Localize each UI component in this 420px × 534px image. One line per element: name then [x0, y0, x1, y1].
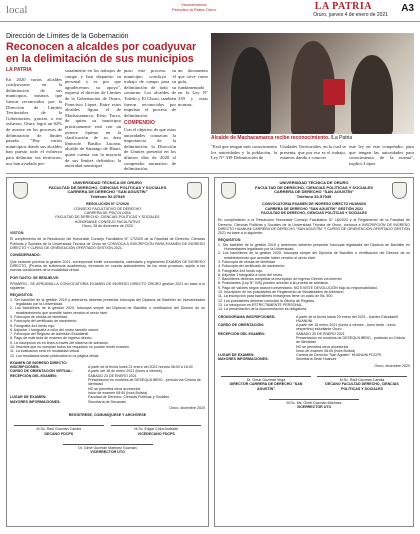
schedule-value: A partir de la fecha hasta 29 enero del 2021 - Kardex Estudiantil HUANUNI — [296, 314, 398, 323]
schedule-key: LUGAR DE EXAMEN: — [218, 353, 255, 358]
signer-title: DECANO FACULTAD DERECHO, CIENCIAS POLÍTICAS Y SOCIALES — [325, 382, 399, 391]
list-item: 7. Bachilleres deberán completar la inscripción de Ingreso Directo vía internet. — [218, 277, 343, 282]
closing-date: Oruro, diciembre 2020 — [374, 363, 410, 368]
photo-person-right — [351, 55, 393, 134]
signer-title: VICEDECANO FDCPS — [137, 431, 175, 436]
section-divider — [6, 173, 414, 174]
signer-name: M.Sc. Ms. Gimé Guzmán Martínez — [286, 400, 342, 405]
list-item: 5. Fotografía 4x4 fondo rojo. — [10, 323, 56, 328]
list-item: 1. Ser bachiller de la gestión 2019 y anteriores deberán presentar fotocopia legalizada del Diploma de Bachiller en Humanidades legalizado por la Universidad. — [218, 242, 410, 252]
header-ad[interactable] — [172, 2, 216, 12]
inst-line: UNIVERSIDAD TÉCNICA DE ORURO — [73, 180, 142, 185]
list-item: 10. Inscripción de los postulantes de Reglamento de Modalidades de Admisión. — [218, 290, 345, 295]
photo-plaque — [323, 79, 345, 105]
schedule-key: INSCRIPCIONES: — [10, 365, 40, 370]
inst-line: Teléfono 52-57949 — [90, 193, 125, 199]
schedule-table — [10, 361, 205, 404]
signer-title: VICERRECTOR UTO — [296, 405, 332, 410]
signature-block — [317, 376, 407, 391]
right-column-3: este ley en este compendio, para que tengan las autoridades para conocimiento de la norma", explicó López. — [349, 144, 414, 166]
inst-line: CARRERA DE DERECHO "SAN AGUSTÍN" — [67, 189, 148, 195]
newspaper-name: LA PATRIA — [314, 1, 372, 12]
signer-title: DIRECTOR CARRERA DE DERECHO "SAN AGUSTÍN" — [229, 382, 303, 391]
signature-row-2 — [10, 444, 205, 455]
schedule-value: Inicio de examen 08:00 (hora Bolivia) — [88, 390, 148, 395]
university-shield-icon — [13, 182, 28, 199]
right-column-1: "Está que tengan más conocimiento los autoridades y la población, la Ley N° 339 Delimitación de — [211, 144, 277, 161]
article-text-3b: Con el objetivo de que estas autoridades conozcan la importancia de la delimitación, la Dirección de Límites presentó en los últimos días de 2020 el compendio normativo de delimitación, — [124, 126, 176, 172]
resolution-subtitle — [10, 207, 205, 228]
schedule-value: Facultad de Derecho, Ciencias Políticas y Sociales — [88, 395, 170, 400]
list-item: 3. Fotocopia de cédula de identidad. — [10, 314, 68, 319]
ad-line-2: Periódico la Patria Oruro — [172, 7, 216, 12]
university-shield-icon — [221, 182, 236, 199]
inst-line: Teléfono 52-57949 — [296, 193, 332, 199]
schedule-value: Secretaría Sede Huanuni — [296, 357, 337, 362]
schedule-value: Inicio de examen 08:00 (hora Bolivia) — [296, 348, 356, 353]
res-sub-line: CONSEJO FACULTATIVO DE DERECHO — [73, 206, 142, 211]
requirements-label: REQUISITOS: — [10, 293, 34, 298]
list-item: 13. La inscripción es ESTRICTAMENTE PERSONAL. — [218, 302, 304, 307]
article-column-4 — [178, 68, 208, 107]
signature-row-2 — [218, 399, 410, 410]
schedule-key: LUGAR DE EXAMEN: — [10, 395, 47, 400]
inst-line: UNIVERSIDAD TÉCNICA DE ORURO — [279, 180, 349, 185]
list-item: 8. Pago de matrícula de examen de ingreso directo. — [10, 336, 93, 341]
page-header — [0, 0, 420, 22]
schedule-value: A partir del 18 de enero 2021 (lunes a viernes) — [88, 369, 162, 374]
article-dateline: LA PATRIA — [6, 67, 32, 73]
considerando-label: CONSIDERANDO: — [10, 253, 41, 258]
signature-block — [14, 425, 104, 436]
photo-caption — [211, 135, 352, 141]
conv-title-line: CONVOCATORIA EXAMEN DE INGRESO DIRECTO HUANUNI — [262, 202, 366, 207]
schedule-key: RECEPCIÓN DEL EXAMEN: — [10, 373, 58, 378]
schedule-key: CURSO DE ORIENTACIÓN: — [218, 323, 265, 328]
article-text-4: un documento que sirve como guía, fundamentado en la Ley N° 339 y otras normas. — [178, 68, 208, 107]
article-column-2 — [65, 68, 121, 169]
article-text-3: puso este proceso, su municipio concluyó el trabajo de campo para su delimitación de todo su contorno. Los alcaldes de Toledo y El Choro, también fueron reconocidos por impulsar el proceso de delimitación. — [124, 68, 176, 118]
schedule-table — [218, 315, 410, 362]
list-item: 7. Fotocopia del Registro de Admisión Estudiantil. — [10, 332, 90, 337]
schedule-key: CRONOGRAMA INSCRIPCIONES: — [218, 314, 276, 319]
right-column-2: Unidades Territoriales, en la cual se presenta, que por eso es el trabajo, estamos dando a conocer — [280, 144, 346, 161]
signature-row — [10, 425, 205, 436]
article-photo — [211, 33, 414, 134]
signature-row — [218, 376, 410, 391]
list-item: 11. La evaluación será en modalidad virtual. — [10, 349, 81, 354]
signature-block — [269, 399, 359, 410]
issue-date: Oruro, jueves 4 de enero de 2021 — [313, 12, 388, 18]
vistos-label: VISTOS: — [10, 231, 25, 236]
article-kicker: Dirección de Límites de la Gobernación — [6, 33, 129, 40]
list-item: 10. Inscritos que no cumplan todos los requisitos no podrán rendir examen. — [10, 344, 130, 349]
schedule-value: SÁBADO 30 DE ENERO 2021 — [296, 331, 345, 336]
schedule-value: Presentación en modelos de DESEQUILIBRIO - periodo vía Cédula de identidad — [88, 378, 201, 387]
schedule-value: SÁBADO 23 DE ENERO 2021 — [88, 373, 137, 378]
schedule-key: MAYORES INFORMACIONES: — [10, 399, 61, 404]
article-column-3 — [124, 68, 176, 172]
list-item: 9. Pago de valores según arancel universitario, NO EXISTE DEVOLUCIÓN bajo su responsabilidad. — [218, 285, 378, 290]
schedule-value: A partir de la fecha lunes 21 enero del 2021 horario 08:00 a 16:00 — [88, 365, 193, 370]
list-item: 12. Los resultados serán publicados en la página oficial. — [10, 353, 100, 358]
signer-name: Dr. Omar Guzmán Vega — [246, 378, 286, 383]
list-item: 9. La inscripción es en línea a través del sistema de admisión. — [10, 340, 109, 345]
signer-name: Dr. Gimé Guzmán Martínez Guzmán — [78, 446, 137, 451]
conv-sub-line: CARRERA DE DERECHO "SAN AGUSTÍN" GESTIÓN 2021 — [265, 206, 363, 211]
inst-line: CARRERA DE DERECHO "SAN AGUSTÍN" — [274, 189, 354, 195]
list-item: 4. Fotocopia del certificado de nacimiento. — [218, 264, 286, 269]
list-item: 2. Los bachilleres de la gestión 2020, fotocopia simple del Diploma de Bachiller o certificación del Director de su establecimiento que acredite haber vencido el sexto nivel. — [10, 306, 205, 315]
convocatoria-notice — [214, 177, 414, 527]
article-text-1: En 2020 varios alcaldes coadyuvaron en la delimitación de sus municipios, mismos que fueron reconocidos por la Dirección de Límites Territoriales de la Gobernación, gracias a ese esfuerzo, Oruro logró un 62% de avance en los procesos de delimitación de límites pasada. "Hay varios municipios donde sus alcaldes han puesto todo el esfuerzo para delimitar sus territorios, nos han ayudado per- — [6, 76, 62, 166]
closing-date: Oruro, diciembre 2020 — [169, 405, 205, 410]
ad-line-1: Vacunémonos — [181, 2, 207, 7]
signer-title: VICERRECTOR UTO — [90, 450, 125, 455]
considerando-text: Que estando próxima la gestión 2021, corresponde emitir convocatoria, calendario y reglamento EXAMEN DE INGRESO DIRECTO, (Prueba de suficiencia académica), formando en cuenta antecedentes de los otros procesos, sujeto a las nuevas condiciones de la modalidad virtual. — [10, 259, 205, 273]
list-item: 5. Fotografía 4x4 fondo rojo. — [218, 268, 264, 273]
schedule-key — [10, 378, 88, 387]
faculty-shield-icon — [392, 182, 407, 199]
schedule-value: Carrera de Derecho "San Agustín" HUANUNI FDCPS — [296, 353, 382, 358]
article-column-1 — [6, 68, 62, 166]
schedule-value: Secretaría de Decanato — [88, 399, 126, 404]
institution-header — [218, 181, 410, 199]
caption-text: Alcalde de Machacamarca recibe reconocimiento. — [211, 135, 330, 141]
res-sub-line: CARRERA DE PSICOLOGÍA — [84, 210, 131, 215]
resolution-title: RESOLUCIÓN N° 17/2020 — [86, 202, 129, 207]
list-item: 12. Los postulantes deberán consultar la Oficina de Registro. — [218, 298, 316, 303]
requirements-list — [218, 243, 410, 312]
list-item: 6. Adjuntar 1 fotografía a color del rostro tamaño carnet. — [10, 327, 100, 332]
res-sub-line: Oruro, 28 de diciembre de 2020 — [82, 223, 133, 228]
schedule-value: A partir del 18 enero 2021 (lunes a viernes - turno tarde - turno vespertino) estudiante Oruro — [296, 323, 396, 332]
inst-line: FACULTAD DE DERECHO, CIENCIAS POLÍTICAS Y SOCIALES — [48, 184, 167, 190]
schedule-key: MAYORES INFORMACIONES: — [218, 357, 269, 362]
schedule-key — [218, 336, 296, 345]
res-sub-line: FACULTAD DE DERECHO, CIENCIAS POLÍTICAS Y SOCIALES — [55, 215, 160, 220]
list-item: 2. Los bachilleres de la gestión 2020, fotocopia simple del Diploma de Bachiller o certificación del Director de su establecimiento que acredite haber vencido el sexto nivel. — [218, 251, 410, 260]
schedule-key: RECEPCIÓN DEL EXAMEN: — [218, 331, 266, 336]
article-text-2: sonalmente en los trabajos de campo y han dispuesto su personal y es por que agradecemos su apoyo", expresó el director de Límites de la Gobernación de Oruro, Francisco López. Entre estos alcaldes figura el de Machacamarca, Elvio Yucra, de quien su municipio prácticamente está con un avance óptimo en la clarificación de su área límitrofe. Basilio Lucana, alcalde de Santiago de Huari, quien cuenta con la mayoría de sus límites definidos; la autoridad municipal — [65, 68, 121, 169]
list-item: 6. Adjuntar 1 fotografía a color del rostro. — [218, 272, 284, 277]
resolve-label: POR TANTO: SE RESUELVE: — [10, 275, 60, 280]
article-subhead: COMPENDIO — [124, 120, 155, 127]
schedule-value: NO se permitirá otros accesorios — [296, 344, 349, 349]
requirements-label: REQUISITOS: — [218, 238, 242, 243]
resolve-text: PRIMERO.- SE APRUEBA LA CONVOCATORIA EXAMEN DE INGRESO DIRECTO ORURO gestión 2021 en base a lo siguiente: — [10, 281, 205, 291]
list-item: 14. La presentación de la documentación es obligatoria. — [218, 307, 308, 312]
signature-block — [221, 376, 311, 391]
photo-person-left — [231, 47, 271, 134]
signature-block — [111, 425, 201, 436]
resolution-notice — [6, 177, 209, 527]
signer-name: M.Sc. Raúl Guzmán Candia — [339, 378, 385, 383]
signature-block — [63, 444, 153, 455]
signer-name: M.Sc. Raúl Guzmán Candia — [36, 427, 82, 432]
schedule-key: CURSO DE ORIENTACIÓN VIRTUAL: — [10, 369, 73, 374]
convocatoria-intro: En cumplimiento a la Resolución Honorable Consejo Facultativo N° 18/2020 y al Reglamento de la Facultad de Derecho, Ciencias Políticas y Sociales de la Universidad Técnica de Oruro, convoca a INSCRIPCIÓN DE INGRESO DIRECTO HUANUNI CARRERA DE DERECHO "SAN AGUSTÍN" Y CURSO DE ORIENTACIÓN OFERTADO GESTIÓN 2021 en base a lo siguiente: — [218, 218, 410, 236]
res-sub-line: HONORABLE CONSEJO FACULTATIVO — [74, 219, 141, 224]
faculty-shield-icon — [187, 182, 202, 199]
schedule-value: NO se permitirá otros accesorios — [88, 386, 141, 391]
institution-header — [10, 181, 205, 199]
registration-line: REGÍSTRESE, COMUNÍQUESE Y ARCHÍVESE — [68, 413, 147, 418]
list-item: 8. Postulantes (Ley N° 045) pueden acceder a la prueba de admisión. — [218, 281, 330, 286]
inst-line: FACULTAD DE DERECHO, CIENCIAS POLÍTICAS Y SOCIALES — [255, 184, 373, 190]
requirements-list — [10, 298, 205, 358]
list-item: 1. Ser bachiller de la gestión 2019 y anteriores deberán presentar fotocopia del Diploma de Bachiller en Humanidades legalizado por la Universidad. — [10, 297, 205, 307]
convocatoria-title — [218, 202, 410, 215]
signer-title: DECANO FDCPS — [44, 431, 74, 436]
caption-credit: /La Patria — [330, 135, 353, 141]
page-number: A3 — [401, 3, 414, 14]
schedule-key: EXAMEN DE INGRESO DIRECTO: — [10, 360, 68, 365]
list-item: 11. La inscripción para bachilleres extranjeros tiene un costo de Bs. 500. — [218, 294, 334, 299]
vistos-text: El cumplimiento de la Resolución del Honorable Consejo Facultativo N° 17/2020 de la Facultad de Derecho, Ciencias Políticas y Sociales de la Universidad Técnica de Oruro se CONVOCA A INSCRIPCIÓN PARA EXAMEN DE INGRESO DIRECTO Y CURSO DE ORIENTACIÓN OFERTADO GESTIÓN 2021. — [10, 237, 205, 251]
signer-name: M.Sc. Edgar Chira Andrade — [134, 427, 179, 432]
article-headline: Reconocen a alcaldes por coadyuvar en la delimitación de sus municipios — [6, 41, 197, 65]
section-label: local — [6, 4, 28, 16]
list-item: 4. Fotocopia del certificado de nacimiento. — [10, 319, 78, 324]
list-item: 3. Fotocopia de cédula de identidad. — [218, 259, 276, 264]
conv-sub-line: FACULTAD DE DERECHO, CIENCIAS POLÍTICAS Y SOCIALES — [261, 210, 367, 215]
schedule-value: Presentación en modelos de DESEQUILIBRIO - portando su Cédula de identidad — [296, 335, 406, 345]
